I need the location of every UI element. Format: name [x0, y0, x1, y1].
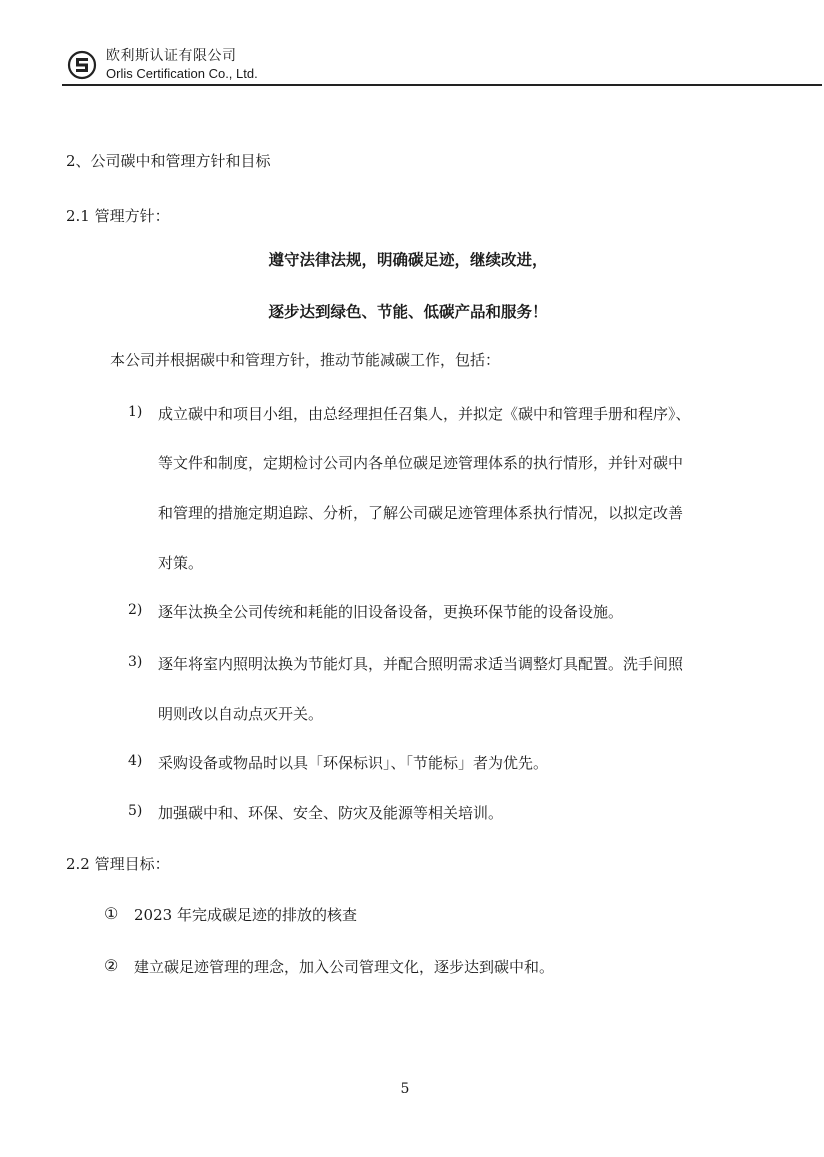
- list-item-number: 5): [128, 803, 143, 819]
- list-item-line: 逐年将室内照明汰换为节能灯具，并配合照明需求适当调整灯具配置。洗手间照: [158, 655, 684, 673]
- page-number: 5: [400, 1081, 410, 1097]
- list-item-number: 4): [128, 753, 143, 769]
- policy-line: 遵守法律法规，明确碳足迹，继续改进，: [268, 251, 548, 269]
- list-item-line: 加强碳中和、环保、安全、防灾及能源等相关培训。: [158, 804, 504, 822]
- goal-heading: 2.2 管理目标：: [66, 855, 170, 873]
- goal-text: 2023 年完成碳足迹的排放的核查: [134, 906, 357, 924]
- list-item-line: 采购设备或物品时以具「环保标识」、「节能标」者为优先。: [158, 754, 549, 772]
- goal-number: ①: [104, 904, 119, 923]
- intro-text: 本公司并根据碳中和管理方针，推动节能减碳工作，包括：: [110, 351, 501, 369]
- list-item-line: 逐年汰换全公司传统和耗能的旧设备设备，更换环保节能的设备设施。: [158, 603, 624, 621]
- header-divider: [62, 84, 822, 86]
- list-item-number: 1): [128, 404, 143, 420]
- list-item-line: 成立碳中和项目小组，由总经理担任召集人，并拟定《碳中和管理手册和程序》、: [158, 405, 691, 423]
- policy-heading: 2.1 管理方针：: [66, 207, 170, 225]
- list-item-number: 2): [128, 602, 143, 618]
- orlis-logo-icon: [67, 50, 97, 80]
- goal-text: 建立碳足迹管理的理念，加入公司管理文化，逐步达到碳中和。: [134, 958, 555, 976]
- list-item-line: 等文件和制度，定期检讨公司内各单位碳足迹管理体系的执行情形，并针对碳中: [158, 454, 684, 472]
- list-item-line: 对策。: [158, 554, 204, 572]
- list-item-number: 3): [128, 654, 143, 670]
- list-item-line: 明则改以自动点灭开关。: [158, 705, 324, 723]
- company-name-cn: 欧利斯认证有限公司: [106, 48, 237, 64]
- list-item-line: 和管理的措施定期追踪、分析，了解公司碳足迹管理体系执行情况，以拟定改善: [158, 504, 684, 522]
- company-name-en: Orlis Certification Co., Ltd.: [106, 66, 258, 81]
- goal-number: ②: [104, 956, 119, 975]
- policy-line: 逐步达到绿色、节能、低碳产品和服务！: [268, 303, 548, 321]
- section-title: 2、公司碳中和管理方针和目标: [66, 152, 271, 170]
